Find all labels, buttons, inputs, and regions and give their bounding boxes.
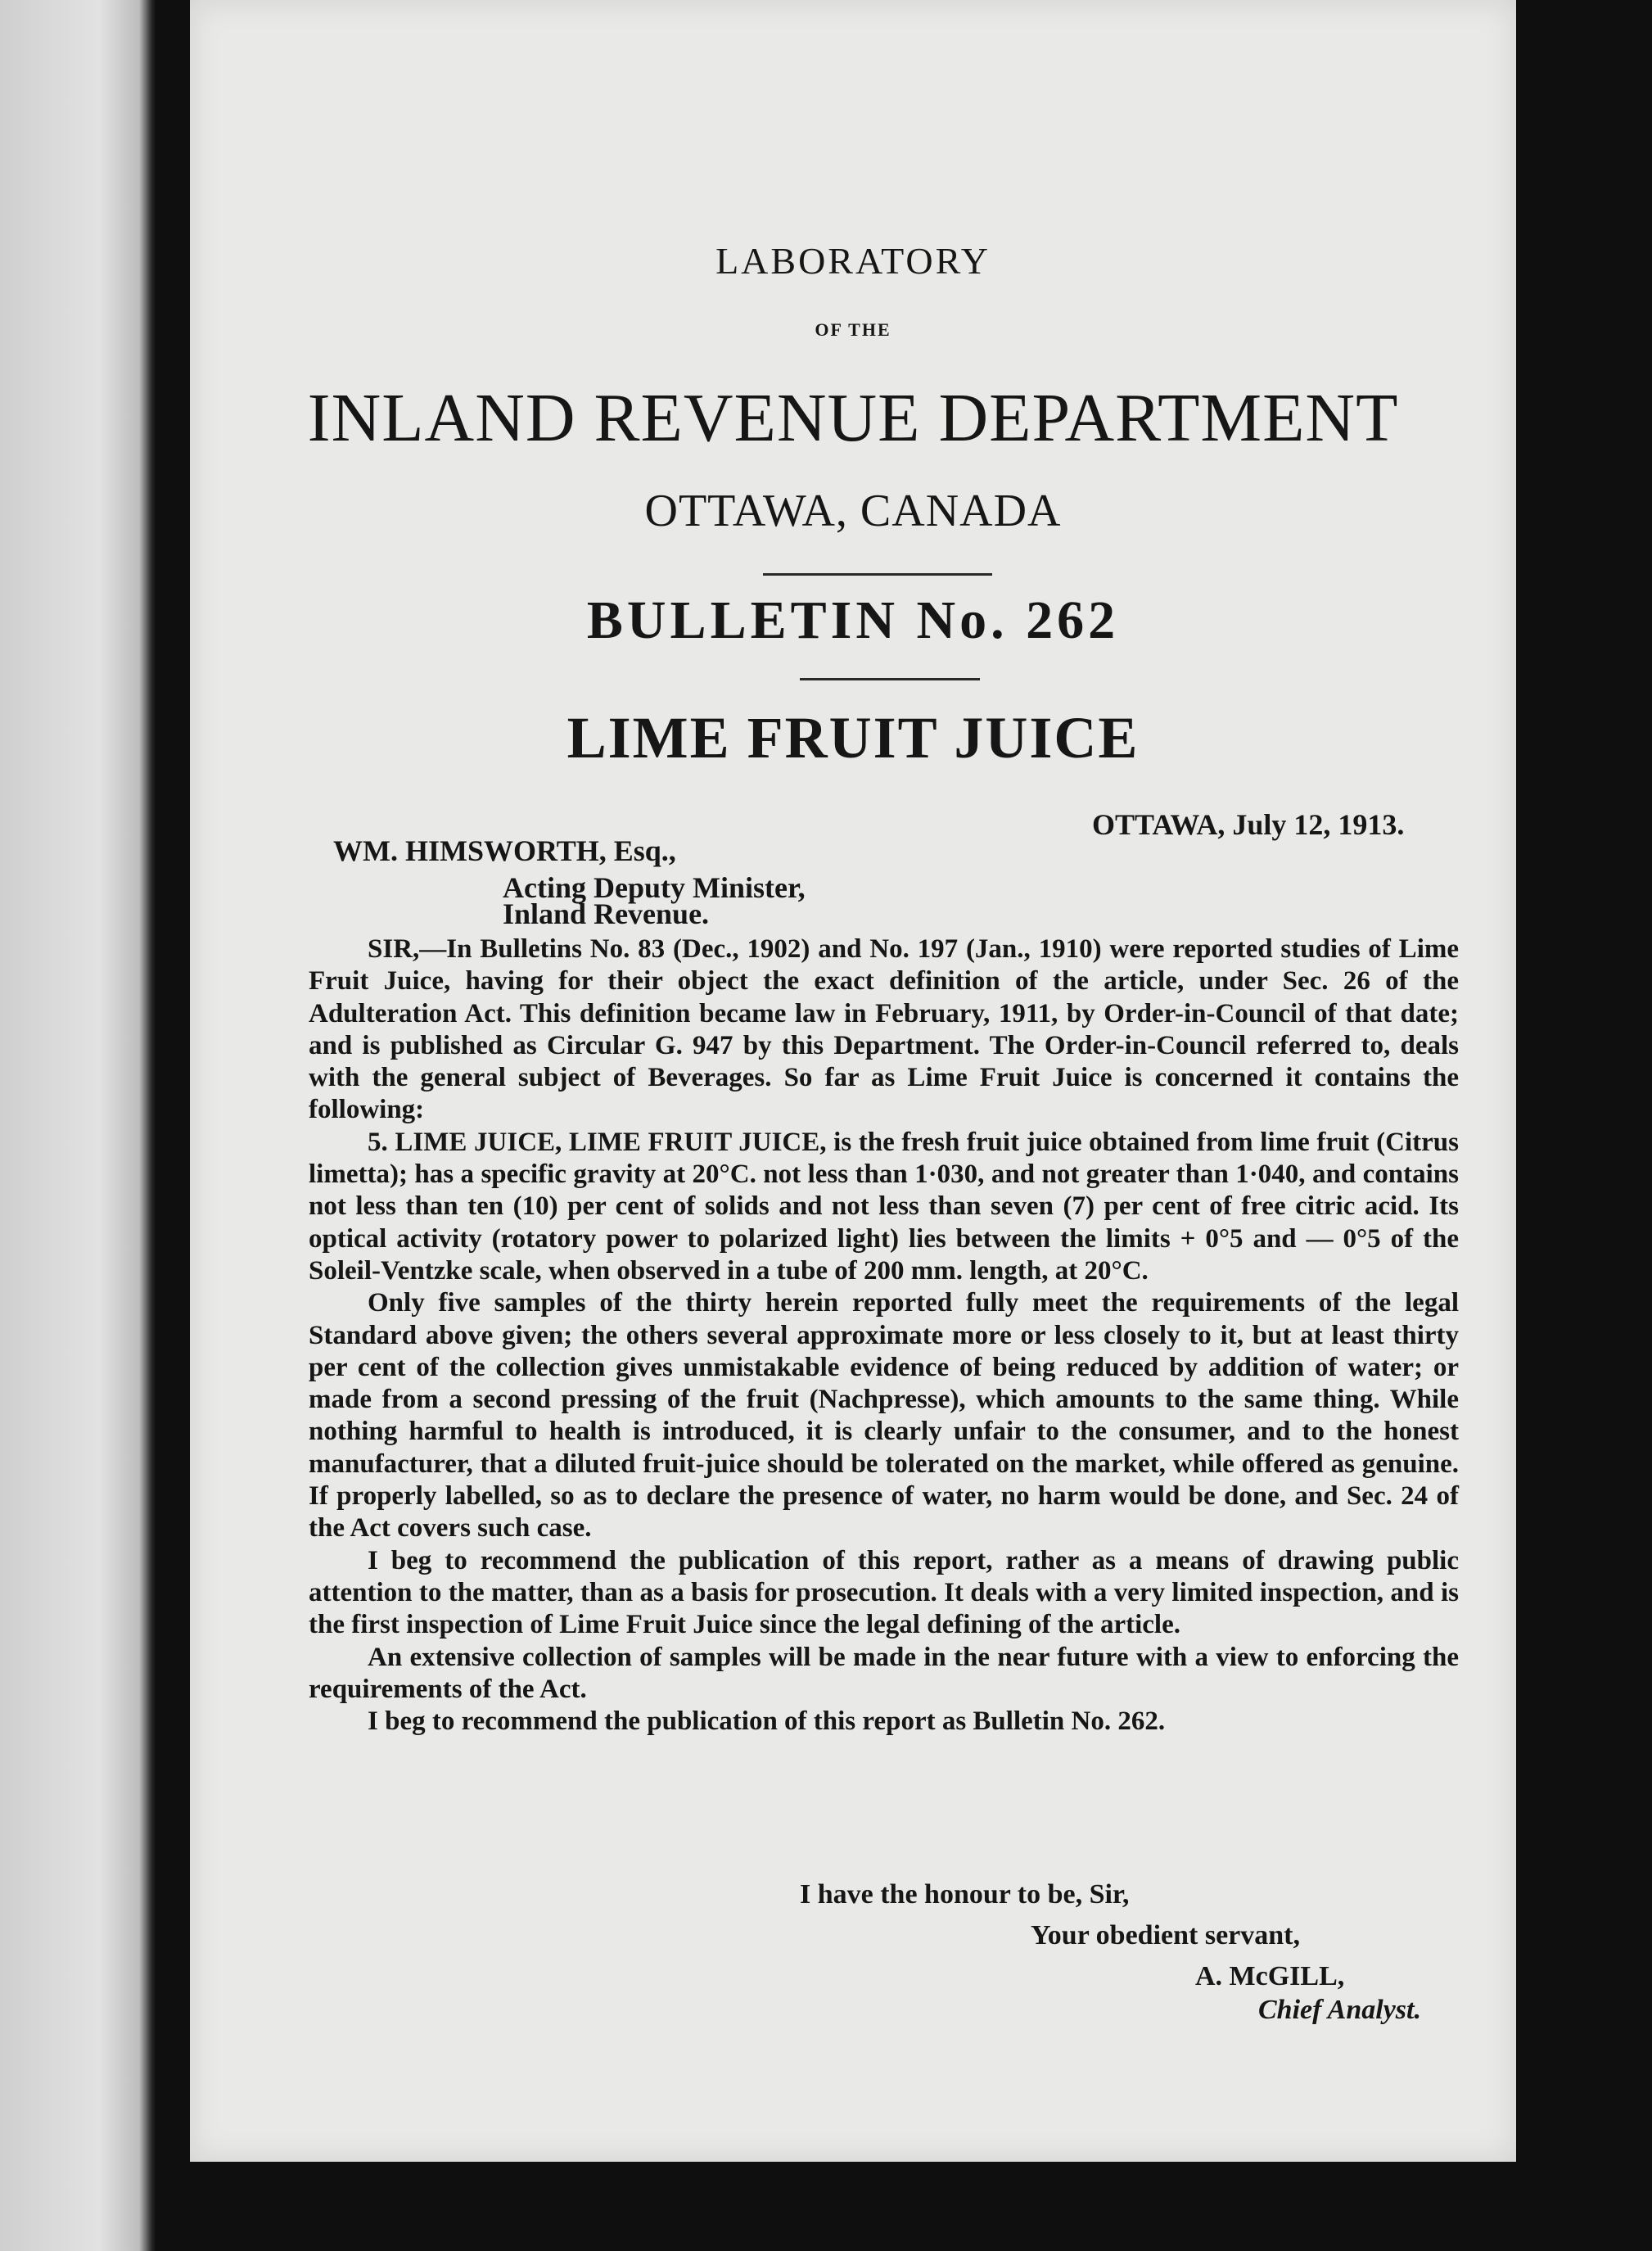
- bulletin-number: BULLETIN No. 262: [586, 590, 1120, 650]
- heading-of-the: OF THE: [815, 319, 891, 340]
- signature-name: A. McGILL,: [1195, 1961, 1345, 1991]
- heading-location: OTTAWA, CANADA: [644, 486, 1062, 536]
- paragraph: An extensive collection of samples will be made in the near future with a view to enforcing the requirements of the Act.: [309, 1642, 1459, 1704]
- document-page: [190, 0, 1516, 2162]
- addressee-title: Acting Deputy Minister,: [503, 871, 806, 904]
- heading-laboratory: LABORATORY: [715, 240, 991, 282]
- closing-line: Your obedient servant,: [1031, 1920, 1300, 1950]
- paragraph: SIR,—In Bulletins No. 83 (Dec., 1902) and No. 197 (Jan., 1910) were reported studies of Lime Fruit Juice, having for their object the exact definition of the article, under Sec. 26 of the Adulteration Act. This definition became law in February, 1911, by Order-in-Council of that date; and is published as Circular G. 947 by this Department. The Order-in-Council referred to, deals with the general subject of Beverages. So far as Lime Fruit Juice is concerned it contains the following:: [309, 934, 1459, 1125]
- paragraph: Only five samples of the thirty herein reported fully meet the requirements of the legal Standard above given; the others several approximate more or less closely to it, but at least thirty per cent of the collection gives unmistakable evidence of being reduced by addition of water; or made from a second pressing of the fruit (Nachpresse), which amounts to the same thing. While nothing harmful to health is introduced, it is clearly unfair to the consumer, and to the honest manufacturer, that a diluted fruit-juice should be tolerated on the market, while offered as genuine. If properly labelled, so as to declare the presence of water, no harm would be done, and Sec. 24 of the Act covers such case.: [309, 1288, 1459, 1544]
- paragraph: I beg to recommend the publication of this report, rather as a means of drawing public attention to the matter, than as a basis for prosecution. It deals with a very limited inspection, and is the first inspection of Lime Fruit Juice since the legal defining of the article.: [309, 1545, 1459, 1640]
- heading-department: INLAND REVENUE DEPARTMENT: [307, 380, 1399, 456]
- letter-date: OTTAWA, July 12, 1913.: [1092, 808, 1405, 841]
- addressee-department: Inland Revenue.: [503, 897, 710, 930]
- adjacent-page-edge: [0, 0, 156, 2251]
- divider-rule: [763, 573, 992, 576]
- divider-rule: [800, 678, 980, 680]
- letter-body: [309, 933, 1459, 1738]
- bulletin-subject: LIME FRUIT JUICE: [566, 705, 1140, 771]
- addressee-name: WM. HIMSWORTH, Esq.,: [333, 834, 676, 867]
- paragraph: I beg to recommend the publication of this report as Bulletin No. 262.: [368, 1706, 1166, 1737]
- paragraph: 5. LIME JUICE, LIME FRUIT JUICE, is the fresh fruit juice obtained from lime fruit (Citrus limetta); has a specific gravity at 20°C. not less than 1·030, and not greater than 1·040, and contains not less than ten (10) per cent of solids and not less than seven (7) per cent of free citric acid. Its optical activity (rotatory power to polarized light) lies between the limits + 0°5 and — 0°5 of the Soleil-Ventzke scale, when observed in a tube of 200 mm. length, at 20°C.: [309, 1127, 1459, 1286]
- closing-line: I have the honour to be, Sir,: [800, 1879, 1130, 1910]
- signature-title: Chief Analyst.: [1258, 1995, 1421, 2025]
